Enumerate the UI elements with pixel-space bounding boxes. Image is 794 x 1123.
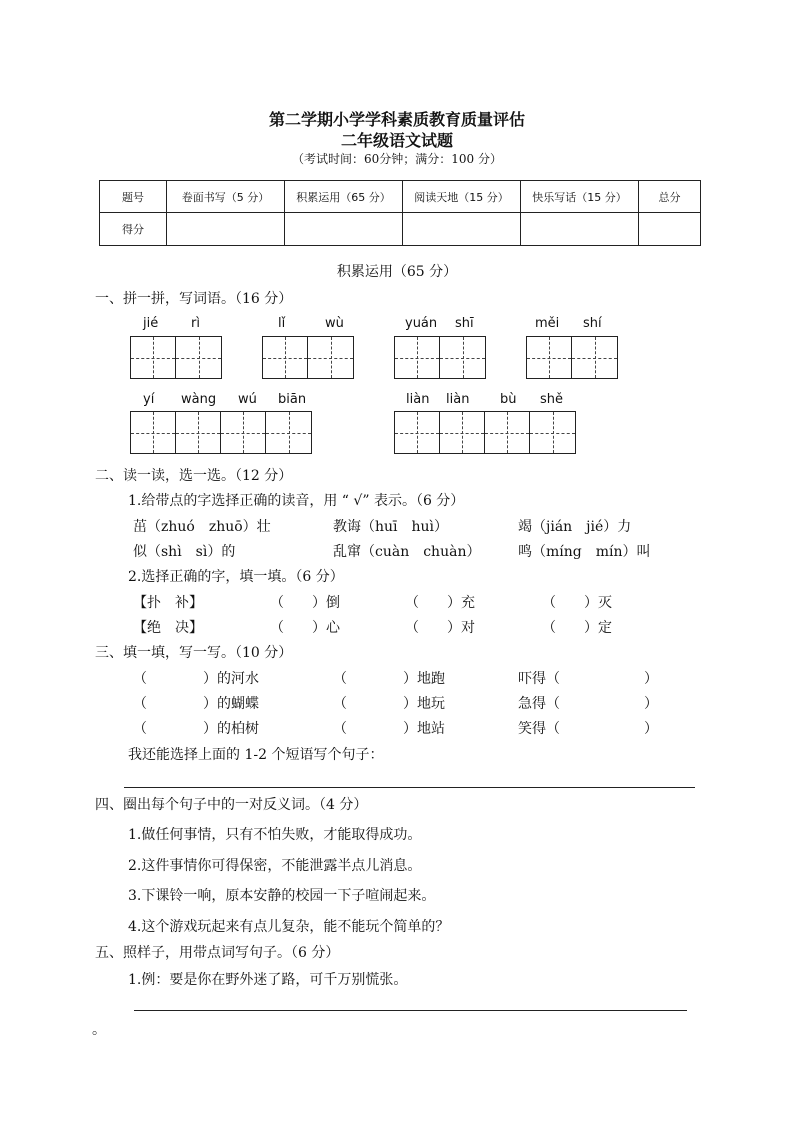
q4-sentence[interactable]: 1.做任何事情，只有不怕失败，才能取得成功。 [128, 827, 422, 843]
pronunciation-choice[interactable]: 乱窜（cuàn chuàn） [333, 544, 481, 560]
fill-blank[interactable]: （ ）地玩 [333, 696, 445, 712]
pinyin: rì [191, 316, 200, 331]
q3-prompt: 我还能选择上面的 1-2 个短语写个句子： [128, 747, 384, 763]
score-header-cell: 题号 [100, 181, 167, 213]
score-cell[interactable] [403, 213, 521, 246]
q4-sentence[interactable]: 3.下课铃一响，原本安静的校园一下子喧闹起来。 [128, 888, 436, 904]
fill-blank[interactable]: （ ）地站 [333, 721, 445, 737]
exam-subject-title: 二年级语文试题 [340, 131, 453, 150]
fill-blank[interactable]: （ ）地跑 [333, 671, 445, 687]
pinyin: liàn [446, 392, 470, 407]
q3-title: 三、填一填，写一写。（10 分） [95, 645, 293, 661]
character-choice-label: 【绝 决】 [133, 620, 203, 636]
score-table [99, 180, 701, 246]
score-header-cell: 卷面书写（5 分） [167, 181, 285, 213]
pronunciation-choice[interactable]: 教诲（huī huì） [333, 519, 449, 535]
exam-info: （考试时间：60分钟；满分：100 分） [292, 152, 502, 166]
pinyin: jié [143, 316, 159, 331]
fill-blank[interactable]: （ ）的柏树 [133, 721, 259, 737]
pinyin: yí [143, 392, 155, 407]
score-cell[interactable] [639, 213, 701, 246]
q5-example: 1.例：要是你在野外迷了路，可千万别慌张。 [128, 972, 408, 988]
score-cell[interactable] [167, 213, 285, 246]
fill-blank[interactable]: （ ）倒 [270, 595, 340, 611]
score-cell[interactable] [285, 213, 403, 246]
q2-title: 二、读一读，选一选。（12 分） [95, 468, 293, 484]
q4-sentence[interactable]: 4.这个游戏玩起来有点儿复杂，能不能玩个简单的？ [128, 919, 450, 935]
pinyin: měi [535, 316, 560, 331]
score-cell[interactable] [521, 213, 639, 246]
score-header-cell: 积累运用（65 分） [285, 181, 403, 213]
pronunciation-choice[interactable]: 似（shì sì）的 [133, 544, 236, 560]
fill-blank[interactable]: （ ）的蝴蝶 [133, 696, 259, 712]
score-table-score-row [100, 213, 701, 246]
pinyin: shě [540, 392, 564, 407]
pinyin: wù [325, 316, 344, 331]
pinyin: shī [455, 316, 474, 331]
score-header-cell: 快乐写话（15 分） [521, 181, 639, 213]
writing-grid[interactable] [130, 411, 312, 454]
pronunciation-choice[interactable]: 竭（jián jié）力 [518, 519, 632, 535]
character-choice-label: 【扑 补】 [133, 595, 203, 611]
score-row-label: 得分 [100, 213, 167, 246]
pinyin: bù [500, 392, 517, 407]
trailing-mark: 。 [92, 1022, 106, 1038]
fill-blank[interactable]: （ ）定 [542, 620, 612, 636]
fill-blank[interactable]: （ ）心 [270, 620, 340, 636]
fill-blank[interactable]: （ ）的河水 [133, 671, 259, 687]
pronunciation-choice[interactable]: 茁（zhuó zhuō）壮 [133, 519, 271, 535]
pinyin: wú [238, 392, 257, 407]
writing-grid[interactable] [130, 336, 222, 379]
pinyin: shí [583, 316, 602, 331]
q4-title: 四、圈出每个句子中的一对反义词。（4 分） [95, 797, 368, 813]
pinyin: lǐ [278, 316, 286, 331]
fill-blank[interactable]: 急得（ ） [518, 696, 658, 712]
fill-blank[interactable]: 笑得（ ） [518, 721, 658, 737]
score-header-cell: 总分 [639, 181, 701, 213]
fill-blank[interactable]: （ ）灭 [542, 595, 612, 611]
q5-title: 五、照样子，用带点词写句子。（6 分） [95, 945, 340, 961]
score-table-header-row [100, 181, 701, 213]
section-title: 积累运用（65 分） [336, 264, 458, 280]
fill-blank[interactable]: 吓得（ ） [518, 671, 658, 687]
pronunciation-choice[interactable]: 鸣（míng mín）叫 [518, 544, 651, 560]
exam-title: 第二学期小学学科素质教育质量评估 [268, 110, 525, 129]
writing-grid[interactable] [526, 336, 618, 379]
pinyin: yuán [405, 316, 438, 331]
pinyin: liàn [406, 392, 430, 407]
answer-line[interactable] [124, 787, 695, 788]
writing-grid[interactable] [262, 336, 354, 379]
pinyin: wàng [181, 392, 217, 407]
fill-blank[interactable]: （ ）充 [405, 595, 475, 611]
answer-line[interactable] [134, 1010, 687, 1011]
writing-grid[interactable] [394, 411, 576, 454]
writing-grid[interactable] [394, 336, 486, 379]
q4-sentence[interactable]: 2.这件事情你可得保密，不能泄露半点儿消息。 [128, 858, 422, 874]
fill-blank[interactable]: （ ）对 [405, 620, 475, 636]
score-header-cell: 阅读天地（15 分） [403, 181, 521, 213]
q1-title: 一、拼一拼，写词语。（16 分） [95, 291, 293, 307]
pinyin: biān [278, 392, 307, 407]
q2-part2-title: 2.选择正确的字，填一填。（6 分） [128, 569, 344, 585]
q2-part1-title: 1.给带点的字选择正确的读音，用 “ √” 表示。（6 分） [128, 493, 465, 509]
